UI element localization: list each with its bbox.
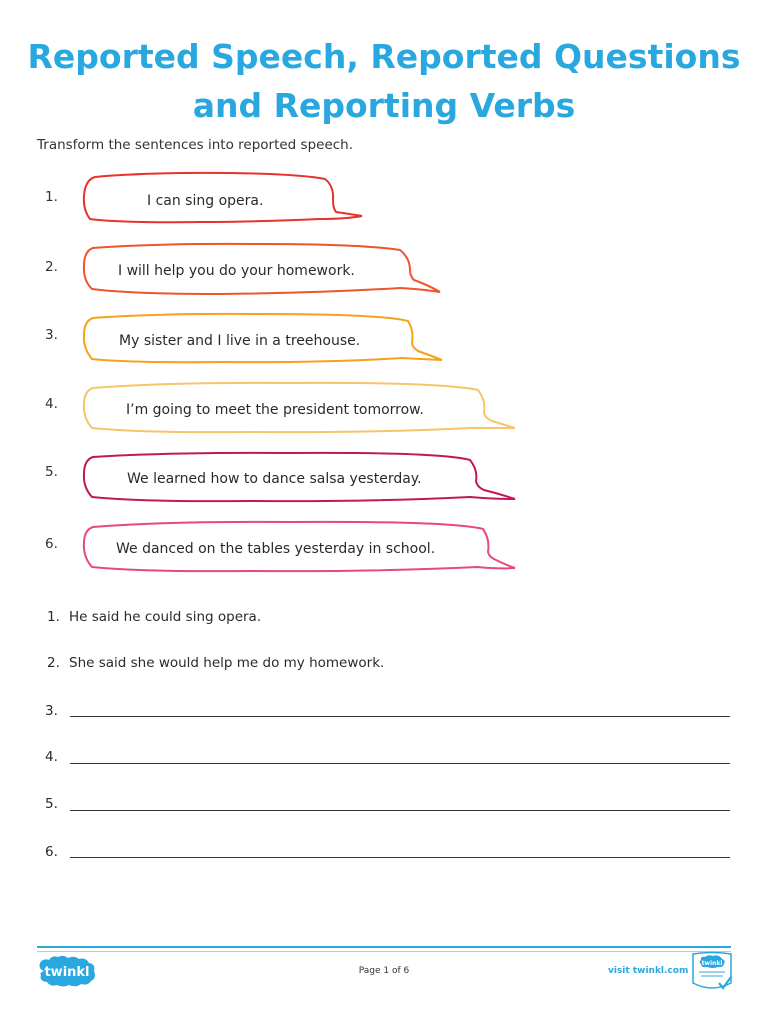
quality-badge-icon xyxy=(689,951,735,997)
twinkl-logo-text: twinkl xyxy=(44,965,90,980)
page-number: Page 1 of 6 xyxy=(358,966,410,976)
answer-line-5[interactable] xyxy=(70,810,730,811)
answer-line-6[interactable] xyxy=(70,857,730,858)
visit-link[interactable]: visit twinkl.com xyxy=(608,966,689,976)
instructions: Transform the sentences into reported speech. xyxy=(37,137,354,153)
bubble-text-2: I will help you do your homework. xyxy=(118,263,355,279)
answer-number-1: 1. xyxy=(47,609,60,625)
footer-rule xyxy=(37,946,731,948)
answer-number-5: 5. xyxy=(45,796,58,812)
answer-text-1: He said he could sing opera. xyxy=(69,609,262,625)
answer-number-2: 2. xyxy=(47,655,60,671)
bubble-text-4: I’m going to meet the president tomorrow. xyxy=(126,402,424,418)
page-title-line-2: and Reporting Verbs xyxy=(192,86,576,125)
answer-number-4: 4. xyxy=(45,749,58,765)
bubble-number-1: 1. xyxy=(45,189,58,205)
footer-rule-thin xyxy=(37,951,731,952)
answer-number-6: 6. xyxy=(45,844,58,860)
answer-text-2: She said she would help me do my homework. xyxy=(69,655,385,671)
answer-line-3[interactable] xyxy=(70,716,730,717)
bubble-number-6: 6. xyxy=(45,536,58,552)
bubble-text-5: We learned how to dance salsa yesterday. xyxy=(127,471,422,487)
bubble-number-4: 4. xyxy=(45,396,58,412)
answer-number-3: 3. xyxy=(45,703,58,719)
bubble-number-5: 5. xyxy=(45,464,58,480)
bubble-number-2: 2. xyxy=(45,259,58,275)
bubble-text-6: We danced on the tables yesterday in school. xyxy=(116,541,436,557)
bubble-text-3: My sister and I live in a treehouse. xyxy=(119,333,361,349)
answer-line-4[interactable] xyxy=(70,763,730,764)
page-title-line-1: Reported Speech, Reported Questions xyxy=(27,37,741,76)
bubble-text-1: I can sing opera. xyxy=(147,193,264,209)
bubble-number-3: 3. xyxy=(45,327,58,343)
quality-badge-text: twinkl xyxy=(701,960,723,967)
